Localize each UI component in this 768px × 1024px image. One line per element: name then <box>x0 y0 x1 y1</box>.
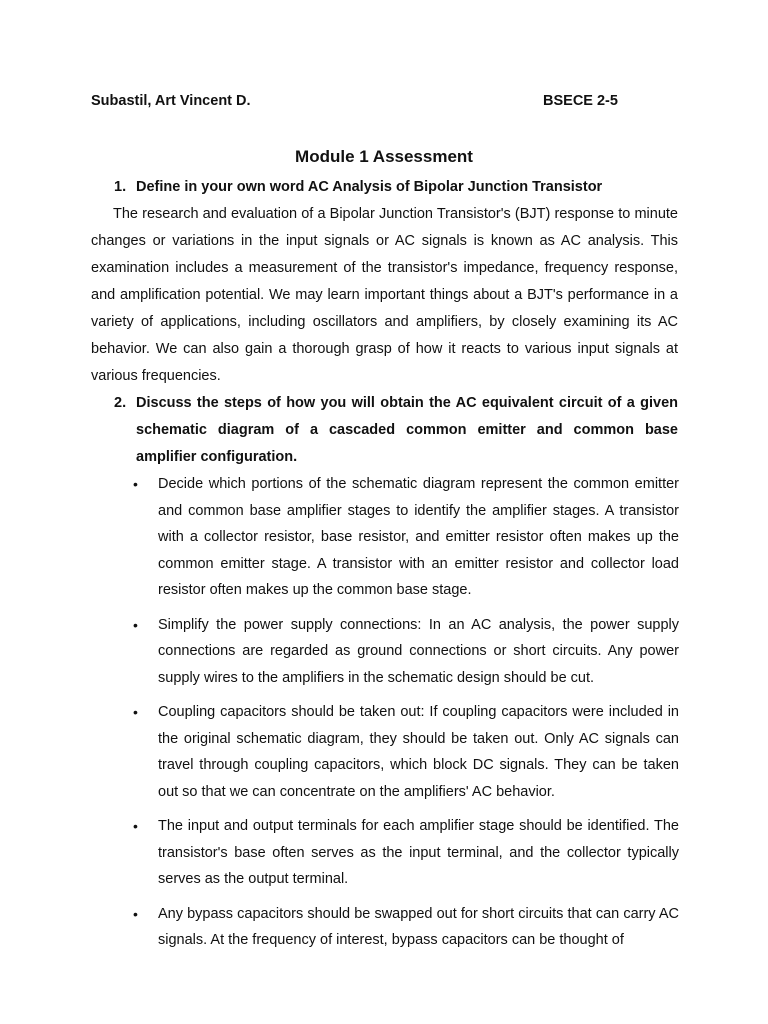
header-row <box>91 93 677 113</box>
question-2 <box>114 390 678 471</box>
step-text: Any bypass capacitors should be swapped out for short circuits that can carry AC signals. At the frequency of interest, bypass capacitors can be thought of <box>158 905 679 948</box>
bullet-icon: • <box>133 476 138 492</box>
question-2-number: 2. <box>114 395 127 411</box>
question-2-steps-list <box>133 471 679 962</box>
question-1-text: Define in your own word AC Analysis of Bipolar Junction Transistor <box>136 179 603 195</box>
question-1-answer: The research and evaluation of a Bipolar Junction Transistor's (BJT) response to minute changes or variations in the input signals or AC signals is known as AC analysis. This examination includes a measurement of the transistor's impedance, frequency response, and amplification potential. We may learn important things about a BJT's performance in a variety of applications, including oscillators and amplifiers, by closely examining its AC behavior. We can also gain a thorough grasp of how it reacts to various input signals at various frequencies. <box>91 206 678 384</box>
page-title: Module 1 Assessment <box>295 147 473 166</box>
bullet-icon: • <box>133 818 138 834</box>
list-item <box>133 699 679 805</box>
step-text: Coupling capacitors should be taken out: If coupling capacitors were included in the original schematic diagram, they should be taken out. Only AC signals can travel through coupling capacitors, which block DC signals. They can be taken out so that we can concentrate on the amplifiers' AC behavior. <box>158 704 679 800</box>
list-item <box>133 813 679 893</box>
student-name: Subastil, Art Vincent D. <box>91 93 251 109</box>
step-text: The input and output terminals for each amplifier stage should be identified. The transistor's base often serves as the input terminal, and the collector typically serves as the output terminal. <box>158 818 679 887</box>
section-code: BSECE 2-5 <box>543 93 618 109</box>
step-text: Simplify the power supply connections: In an AC analysis, the power supply connections are regarded as ground connections or short circuits. Any power supply wires to the amplifiers in the schematic design should be cut. <box>158 616 679 686</box>
list-item <box>133 901 679 954</box>
list-item <box>133 612 679 692</box>
question-1 <box>114 174 684 201</box>
bullet-icon: • <box>133 905 138 922</box>
bullet-icon: • <box>133 616 138 633</box>
bullet-icon: • <box>133 704 138 720</box>
step-text: Decide which portions of the schematic diagram represent the common emitter and common base amplifier stages to identify the amplifier stages. A transistor with a collector resistor, base resistor, and emitter resistor often makes up the common emitter stage. A transistor with an emitter resistor and collector load resistor often makes up the common base stage. <box>158 476 679 598</box>
question-2-text: Discuss the steps of how you will obtain the AC equivalent circuit of a given schematic diagram of a cascaded common emitter and common base amplifier configuration. <box>136 395 678 465</box>
list-item <box>133 471 679 604</box>
question-1-number: 1. <box>114 179 127 195</box>
